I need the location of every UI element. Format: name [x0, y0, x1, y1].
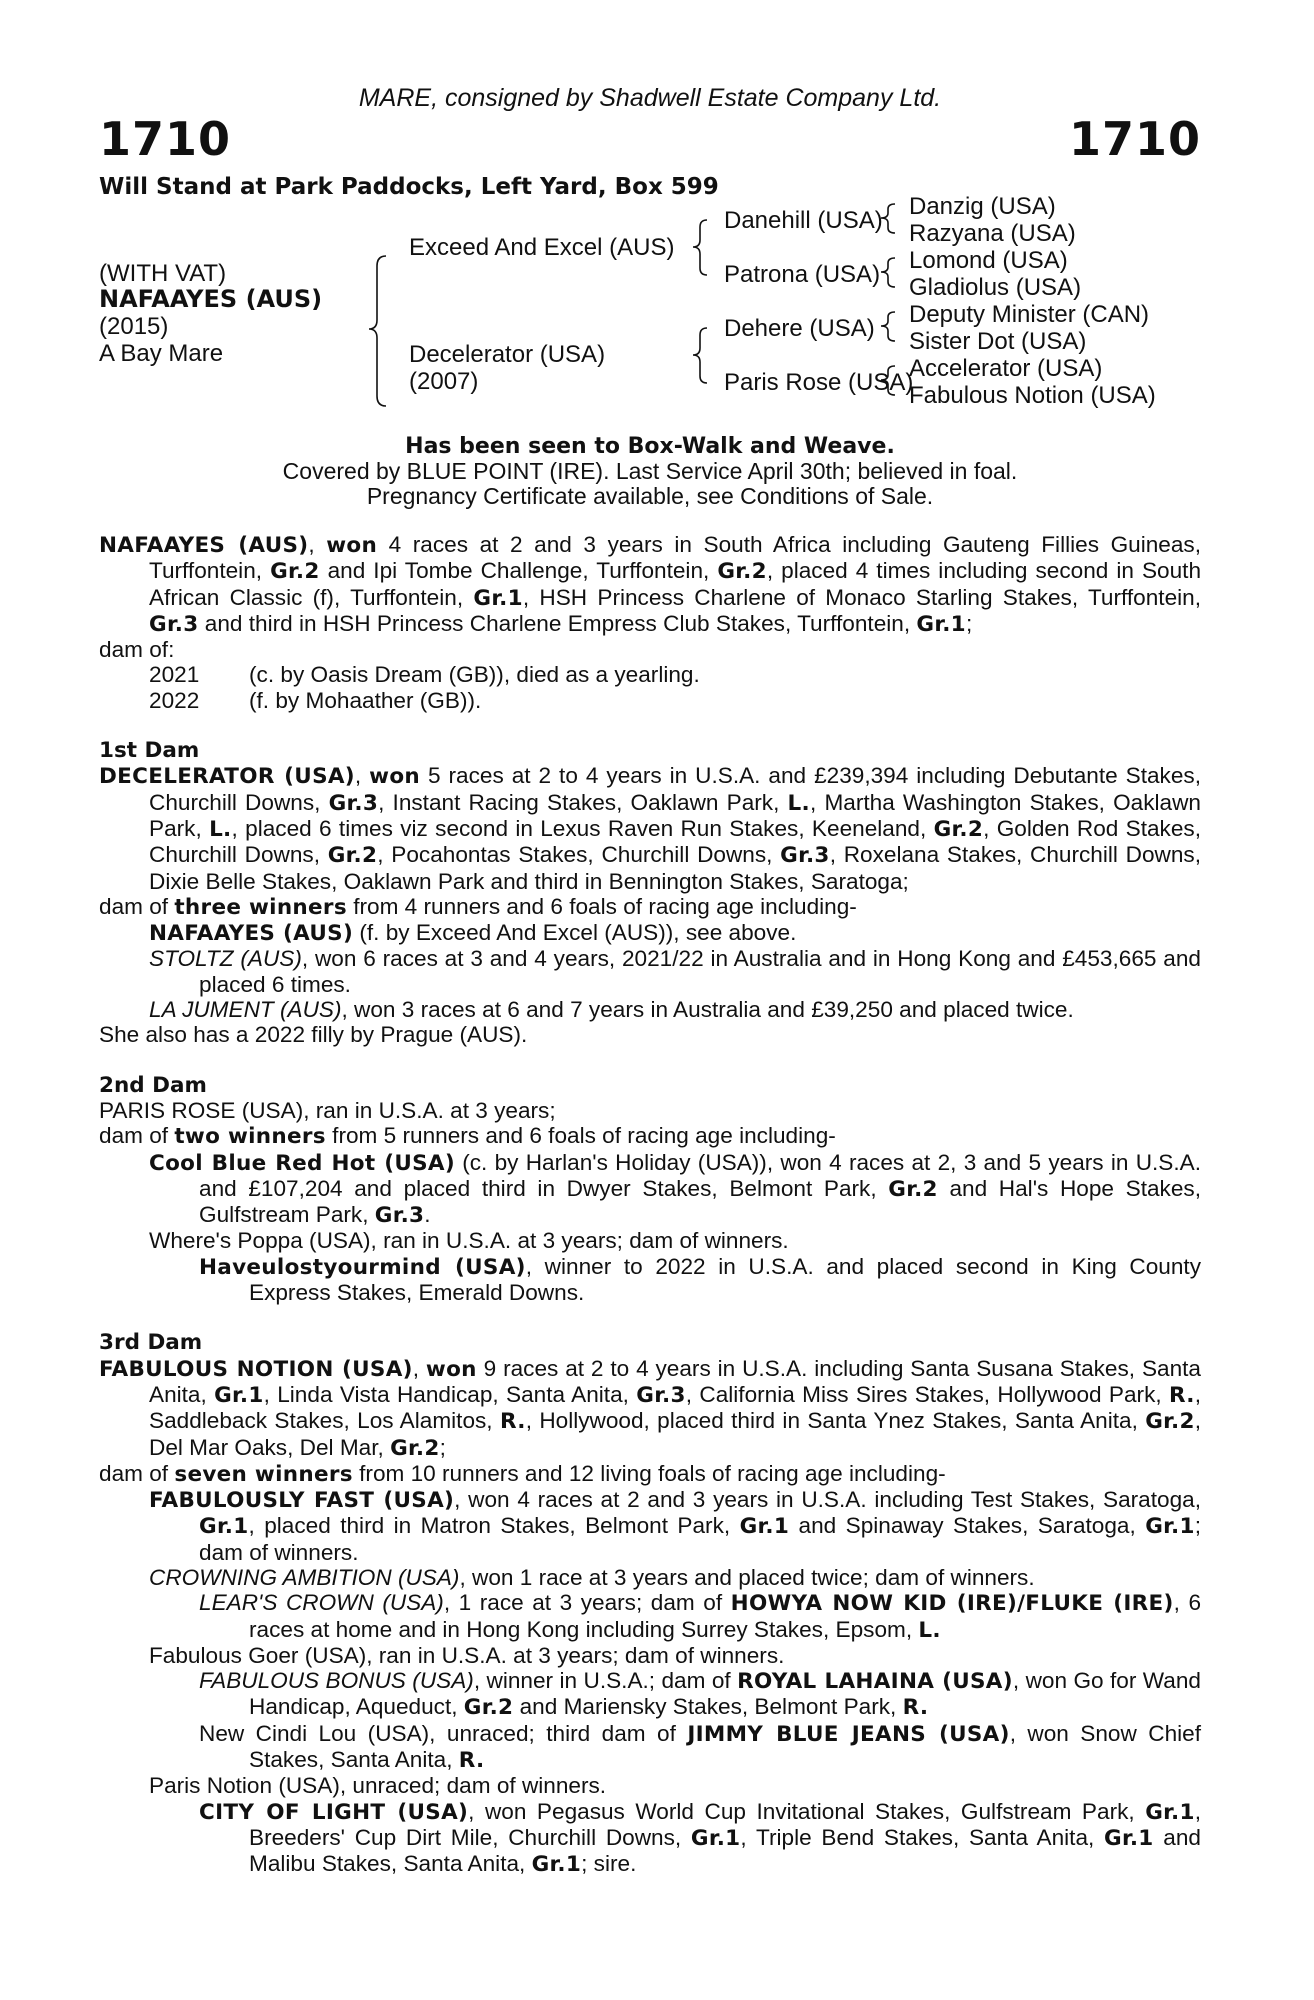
- produce-entry: FABULOUS BONUS (USA), winner in U.S.A.; dam of ROYAL LAHAINA (USA), won Go for Wand Handicap, Aqueduct, Gr.2 and Mariensky Stakes, Belmont Park, R.: [199, 1668, 1201, 1721]
- third-dam-heading: 3rd Dam: [99, 1330, 203, 1356]
- ggs-3: Lomond (USA): [909, 247, 1068, 274]
- ggs-6: Sister Dot (USA): [909, 328, 1087, 355]
- ggs-7: Accelerator (USA): [909, 355, 1103, 382]
- first-dam-record: DECELERATOR (USA), won 5 races at 2 to 4 years in U.S.A. and £239,394 including Debutante Stakes, Churchill Downs, Gr.3, Instant Racing Stakes, Oaklawn Park, L., Martha Washington Stakes, Oaklawn Park, L., placed 6 times viz second in Lexus Raven Run Stakes, Keeneland, Gr.2, Golden Rod Stakes, Churchill Downs, Gr.2, Pocahontas Stakes, Churchill Downs, Gr.3, Roxelana Stakes, Churchill Downs, Dixie Belle Stakes, Oaklawn Park and third in Bennington Stakes, Saratoga;: [99, 763, 1201, 894]
- produce-entry: Fabulous Goer (USA), ran in U.S.A. at 3 years; dam of winners.: [149, 1642, 785, 1668]
- sire-dam: Patrona (USA): [724, 261, 881, 288]
- third-dam-record: FABULOUS NOTION (USA), won 9 races at 2 to 4 years in U.S.A. including Santa Susana Stakes, Santa Anita, Gr.1, Linda Vista Handicap, Santa Anita, Gr.3, California Miss Sires Stakes, Hollywood Park, R., Saddleback Stakes, Los Alamitos, R., Hollywood, placed third in Santa Ynez Stakes, Santa Anita, Gr.2, Del Mar Oaks, Del Mar, Gr.2;: [99, 1355, 1201, 1461]
- horse-race-record: NAFAAYES (AUS), won 4 races at 2 and 3 years in South Africa including Gauteng Fillies Guineas, Turffontein, Gr.2 and Ipi Tombe Challenge, Turffontein, Gr.2, placed 4 times including second in South African Classic (f), Turffontein, Gr.1, HSH Princess Charlene of Monaco Starling Stakes, Turffontein, Gr.3 and third in HSH Princess Charlene Empress Club Stakes, Turffontein, Gr.1;: [99, 532, 1202, 637]
- first-dam-produce: dam of three winners from 4 runners and 6 foals of racing age including-: [99, 893, 857, 920]
- produce-entry: Paris Notion (USA), unraced; dam of winners.: [149, 1773, 607, 1799]
- foaling-year: (2015): [99, 313, 169, 340]
- dam-sire: Dehere (USA): [724, 315, 875, 342]
- lot-number-right: 1710: [1068, 112, 1201, 166]
- dam-name: Decelerator (USA): [409, 341, 606, 368]
- produce-entry: LA JUMENT (AUS), won 3 races at 6 and 7 years in Australia and £39,250 and placed twice.: [149, 997, 1074, 1023]
- produce-entry: Cool Blue Red Hot (USA) (c. by Harlan's Holiday (USA)), won 4 races at 2, 3 and 5 years in U.S.A. and £107,204 and placed third in Dwyer Stakes, Belmont Park, Gr.2 and Hal's Hope Stakes, Gulfstream Park, Gr.3.: [149, 1149, 1201, 1229]
- ggs-2: Razyana (USA): [909, 220, 1076, 247]
- produce-entry: Haveulostyourmind (USA), winner to 2022 in U.S.A. and placed second in King County Express Stakes, Emerald Downs.: [199, 1253, 1202, 1306]
- produce-entry: CITY OF LIGHT (USA), won Pegasus World Cup Invitational Stakes, Gulfstream Park, Gr.1, Breeders' Cup Dirt Mile, Churchill Downs, Gr.1, Triple Bend Stakes, Santa Anita, Gr.1 and Malibu Stakes, Santa Anita, Gr.1; sire.: [199, 1798, 1201, 1878]
- second-dam-record: PARIS ROSE (USA), ran in U.S.A. at 3 years;: [99, 1097, 556, 1123]
- horse-description: A Bay Mare: [99, 340, 224, 367]
- ggs-4: Gladiolus (USA): [909, 274, 1082, 301]
- produce-entry: Where's Poppa (USA), ran in U.S.A. at 3 years; dam of winners.: [149, 1228, 789, 1254]
- first-dam-heading: 1st Dam: [99, 738, 200, 764]
- pedigree-table: [99, 193, 1201, 430]
- sire-sire: Danehill (USA): [724, 207, 883, 234]
- foal-row: 2021 (c. by Oasis Dream (GB)), died as a yearling.: [149, 662, 700, 688]
- pregnancy-note: Pregnancy Certificate available, see Conditions of Sale.: [366, 483, 934, 509]
- dam-of-label: dam of:: [99, 637, 175, 663]
- dam-dam: Paris Rose (USA): [724, 369, 914, 396]
- sire-name: Exceed And Excel (AUS): [409, 234, 675, 261]
- produce-entry: CROWNING AMBITION (USA), won 1 race at 3 years and placed twice; dam of winners.: [149, 1564, 1035, 1590]
- produce-entry: NAFAAYES (AUS) (f. by Exceed And Excel (AUS)), see above.: [149, 920, 797, 947]
- behaviour-note: Has been seen to Box-Walk and Weave.: [405, 434, 895, 459]
- vat-label: (WITH VAT): [99, 260, 227, 287]
- third-dam-produce: dam of seven winners from 10 runners and 12 living foals of racing age including-: [99, 1460, 946, 1487]
- produce-entry: LEAR'S CROWN (USA), 1 race at 3 years; dam of HOWYA NOW KID (IRE)/FLUKE (IRE), 6 races at home and in Hong Kong including Surrey Stakes, Epsom, L.: [199, 1590, 1202, 1643]
- consignor-line: MARE, consigned by Shadwell Estate Company Ltd.: [358, 84, 942, 112]
- produce-entry: FABULOUSLY FAST (USA), won 4 races at 2 and 3 years in U.S.A. including Test Stakes, Saratoga, Gr.1, placed third in Matron Stakes, Belmont Park, Gr.1 and Spinaway Stakes, Saratoga, Gr.1; dam of winners.: [149, 1487, 1201, 1565]
- covered-note: Covered by BLUE POINT (IRE). Last Service April 30th; believed in foal.: [282, 458, 1018, 484]
- lot-number-left: 1710: [99, 112, 232, 166]
- first-dam-also: She also has a 2022 filly by Prague (AUS).: [99, 1022, 528, 1048]
- second-dam-produce: dam of two winners from 5 runners and 6 foals of racing age including-: [99, 1123, 836, 1150]
- dam-year: (2007): [409, 368, 479, 395]
- ggs-8: Fabulous Notion (USA): [909, 382, 1156, 409]
- ggs-1: Danzig (USA): [909, 193, 1056, 220]
- stand-location: Will Stand at Park Paddocks, Left Yard, Box 599: [99, 174, 719, 200]
- foal-row: 2022 (f. by Mohaather (GB)).: [149, 687, 482, 713]
- horse-name: NAFAAYES (AUS): [99, 285, 323, 313]
- second-dam-heading: 2nd Dam: [99, 1072, 207, 1098]
- catalogue-body: [99, 532, 1201, 1878]
- ggs-5: Deputy Minister (CAN): [909, 301, 1150, 328]
- produce-entry: New Cindi Lou (USA), unraced; third dam of JIMMY BLUE JEANS (USA), won Snow Chief Stakes, Santa Anita, R.: [199, 1720, 1201, 1774]
- produce-entry: STOLTZ (AUS), won 6 races at 3 and 4 years, 2021/22 in Australia and in Hong Kong and £453,665 and placed 6 times.: [149, 946, 1201, 997]
